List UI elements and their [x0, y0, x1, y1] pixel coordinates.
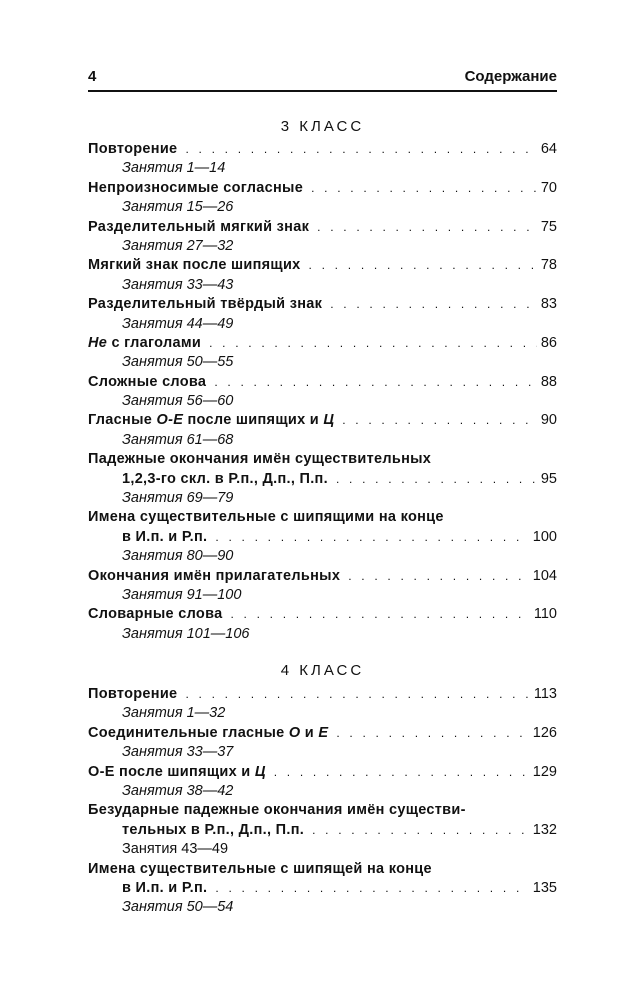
entry-title: Словарные слова — [88, 606, 223, 623]
entry-title: Сложные слова — [88, 373, 207, 390]
entry-title-text: О-Е после шипящих и — [88, 763, 255, 780]
entry-page: 113 — [533, 686, 557, 702]
toc-entry[interactable] — [88, 140, 557, 159]
leader-dots — [274, 763, 529, 782]
entry-title: Разделительный твёрдый знак — [88, 296, 323, 313]
leader-dots — [336, 470, 537, 489]
toc-entry-line2[interactable] — [88, 879, 557, 898]
leader-dots — [309, 256, 537, 275]
entry-title-emphasis: О-Е — [156, 412, 184, 429]
entry-title: Безударные падежные окончания имён существи- — [88, 802, 466, 819]
entry-lessons: Занятия 80—90 — [122, 548, 234, 565]
entry-page: 78 — [540, 257, 557, 274]
grade4-heading: 4 КЛАСС — [280, 662, 365, 679]
entry-lessons: Занятия 50—55 — [122, 354, 234, 371]
entry-page: 129 — [532, 763, 557, 780]
leader-dots — [185, 140, 536, 159]
toc-entry[interactable] — [88, 295, 557, 314]
entry-lessons: Занятия 101—106 — [122, 625, 250, 642]
toc-entry-line1[interactable] — [88, 508, 557, 527]
entry-lessons: Занятия 91—100 — [122, 586, 242, 603]
entry-lessons: Занятия 56—60 — [122, 393, 234, 410]
toc-entry-line2[interactable] — [88, 821, 557, 840]
leader-dots — [215, 879, 528, 898]
entry-title-continued: в И.п. и Р.п. — [122, 528, 208, 545]
entry-page: 95 — [540, 470, 557, 487]
entry-lessons: Занятия 44—49 — [122, 315, 234, 332]
toc-entry-line1[interactable] — [88, 860, 557, 879]
entry-title-text: Гласные — [88, 412, 157, 429]
entry-lessons: Занятия 38—42 — [122, 782, 234, 799]
toc-entry[interactable] — [88, 411, 557, 430]
entry-title — [88, 724, 328, 743]
entry-title-continued: тельных в Р.п., Д.п., П.п. — [122, 821, 305, 838]
entry-title-continued: 1,2,3-го скл. в Р.п., Д.п., П.п. — [122, 470, 328, 487]
entry-page: 100 — [532, 528, 557, 545]
entry-title-text: и — [300, 724, 319, 741]
entry-lessons: Занятия 1—32 — [122, 705, 226, 722]
leader-dots — [185, 685, 529, 704]
entry-lessons: Занятия 15—26 — [122, 199, 234, 216]
entry-title-continued: в И.п. и Р.п. — [122, 879, 208, 896]
entry-title: Окончания имён прилагательных — [88, 567, 341, 584]
entry-title: Повторение — [88, 686, 178, 702]
entry-title-emphasis: Ц — [323, 412, 335, 429]
leader-dots — [312, 821, 529, 840]
leader-dots — [214, 373, 537, 392]
entry-page: 104 — [532, 567, 557, 584]
toc-entry[interactable] — [88, 218, 557, 237]
toc-entry[interactable] — [88, 763, 557, 782]
entry-title: Мягкий знак после шипящих — [88, 257, 301, 274]
toc-entry[interactable] — [88, 605, 557, 624]
toc-entry[interactable] — [88, 334, 557, 353]
entry-page: 75 — [540, 218, 557, 235]
entry-title-text: после шипящих и — [183, 412, 324, 429]
entry-page: 90 — [540, 412, 557, 429]
toc-entry[interactable] — [88, 256, 557, 275]
entry-page: 83 — [540, 296, 557, 313]
entry-page: 132 — [532, 821, 557, 838]
entry-lessons: Занятия 43—49 — [122, 841, 229, 858]
entry-page: 88 — [540, 373, 557, 390]
toc-entry[interactable] — [88, 567, 557, 586]
entry-title: Имена существительные с шипящей на конце — [88, 860, 432, 877]
toc-entry-line2[interactable] — [88, 528, 557, 547]
entry-lessons: Занятия 27—32 — [122, 237, 234, 254]
leader-dots — [336, 724, 528, 743]
entry-title: Повторение — [88, 141, 178, 157]
grade4-toc — [88, 685, 557, 918]
leader-dots — [317, 218, 537, 237]
entry-lessons: Занятия 33—37 — [122, 744, 234, 761]
grade3-toc — [88, 140, 557, 644]
leader-dots — [230, 605, 529, 624]
page-number: 4 — [88, 68, 97, 85]
entry-lessons: Занятия 33—43 — [122, 276, 234, 293]
entry-title-emphasis: Ц — [254, 763, 266, 780]
entry-title-text: с глаголами — [107, 334, 202, 351]
entry-page: 110 — [533, 606, 557, 623]
entry-page: 126 — [532, 724, 557, 741]
toc-entry[interactable] — [88, 179, 557, 198]
entry-title: Непроизносимые согласные — [88, 179, 304, 196]
entry-title — [88, 411, 334, 430]
entry-title — [88, 763, 266, 782]
entry-title-emphasis: Не — [88, 334, 108, 351]
entry-lessons: Занятия 1—14 — [122, 160, 226, 177]
entry-lessons: Занятия 50—54 — [122, 899, 234, 916]
toc-entry[interactable] — [88, 373, 557, 392]
running-title: Содержание — [464, 68, 557, 85]
leader-dots — [330, 295, 537, 314]
entry-page: 86 — [540, 334, 557, 351]
entry-title: Разделительный мягкий знак — [88, 218, 310, 235]
entry-page: 70 — [540, 179, 557, 196]
entry-title-emphasis: Е — [318, 724, 329, 741]
toc-entry-line1[interactable] — [88, 450, 557, 469]
entry-title: Падежные окончания имён существительных — [88, 451, 432, 468]
leader-dots — [215, 528, 528, 547]
toc-entry-line2[interactable] — [88, 470, 557, 489]
toc-entry[interactable] — [88, 724, 557, 743]
grade3-heading: 3 КЛАСС — [280, 118, 365, 135]
entry-title-emphasis: О — [288, 724, 301, 741]
page-header — [88, 68, 557, 88]
entry-lessons: Занятия 61—68 — [122, 431, 234, 448]
entry-title: Имена существительные с шипящими на конце — [88, 509, 444, 526]
leader-dots — [342, 411, 537, 430]
leader-dots — [209, 334, 537, 353]
header-rule — [88, 90, 557, 92]
entry-page: 64 — [540, 141, 557, 157]
leader-dots — [311, 179, 537, 198]
entry-page: 135 — [532, 879, 557, 896]
leader-dots — [348, 567, 529, 586]
entry-lessons: Занятия 69—79 — [122, 490, 234, 507]
toc-entry-line1[interactable] — [88, 801, 557, 820]
toc-entry[interactable] — [88, 685, 557, 704]
entry-title — [88, 334, 201, 353]
entry-title-text: Соединительные гласные — [88, 724, 289, 741]
